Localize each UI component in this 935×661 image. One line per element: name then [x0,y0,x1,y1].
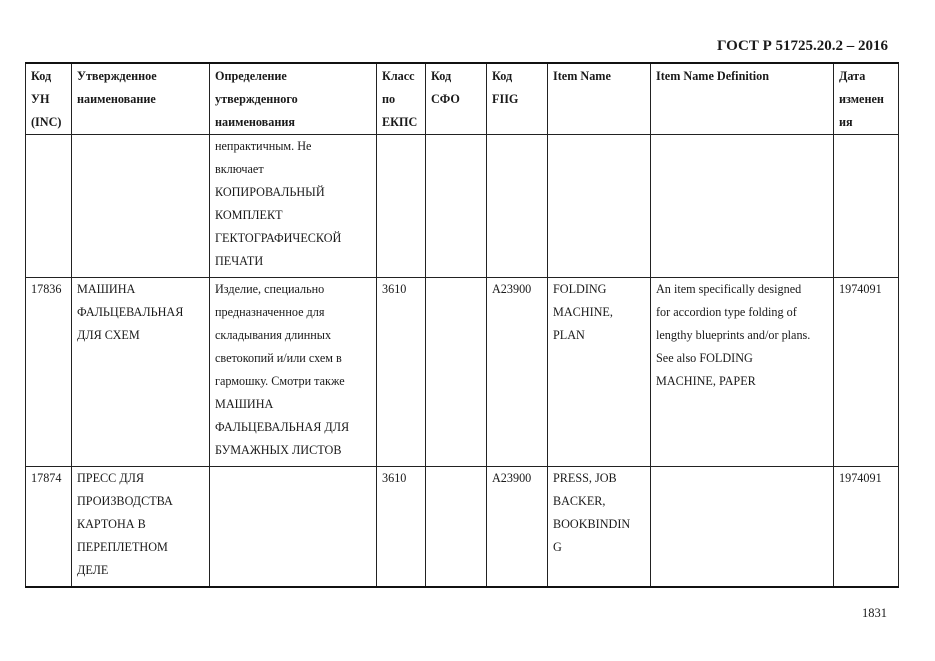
column-header-line: Класс [382,69,415,83]
cell-text-line: 3610 [382,471,407,485]
cell-text-line: MACHINE, PAPER [656,374,756,388]
inc-cell [26,135,72,278]
table-row [26,467,899,588]
cell-text-line: ФАЛЬЦЕВАЛЬНАЯ ДЛЯ [215,420,350,434]
item-name-cell [548,467,651,588]
cell-text-line: непрактичным. Не [215,139,312,153]
cell-text-line: lengthy blueprints and/or plans. [656,328,811,342]
cell-text-line: BOOKBINDIN [553,517,631,531]
column-header-line: ия [839,115,853,129]
column-header [487,63,548,135]
column-header-line: FIIG [492,92,519,106]
ekps-class-cell [377,278,426,467]
ekps-class-cell [377,135,426,278]
sfo-code-cell [426,467,487,588]
inc-cell [26,467,72,588]
column-header-line: утвержденного [215,92,298,106]
fiig-code-cell [487,467,548,588]
column-header [26,63,72,135]
cell-text-line: An item specifically designed [656,282,802,296]
approved-name-cell [72,467,210,588]
inc-cell [26,278,72,467]
column-header-line: Дата [839,69,866,83]
cell-text-line: ФАЛЬЦЕВАЛЬНАЯ [77,305,184,319]
column-header [834,63,899,135]
cell-text-line: MACHINE, [553,305,613,319]
sfo-code-cell [426,135,487,278]
cell-text-line: FOLDING [553,282,607,296]
cell-text-line: КОМПЛЕКТ [215,208,283,222]
definition-cell [210,135,377,278]
cell-text-line: КАРТОНА В [77,517,146,531]
column-header [377,63,426,135]
column-header [548,63,651,135]
column-header-line: Код [492,69,513,83]
column-header-line: изменен [839,92,884,106]
cell-text-line: 17836 [31,282,62,296]
approved-name-cell [72,135,210,278]
definition-cell [210,467,377,588]
cell-text-line: светокопий и/или схем в [215,351,342,365]
column-header-line: (INC) [31,115,62,129]
ekps-class-cell [377,467,426,588]
cell-text-line: A23900 [492,282,532,296]
table-row [26,278,899,467]
column-header-line: наименования [215,115,295,129]
change-date-cell [834,278,899,467]
column-header [651,63,834,135]
item-name-definition-cell [651,135,834,278]
table-row [26,135,899,278]
change-date-cell [834,467,899,588]
column-header-line: Определение [215,69,287,83]
cell-text-line: PRESS, JOB [553,471,617,485]
item-name-cell [548,135,651,278]
column-header-line: Item Name Definition [656,69,770,83]
cell-text-line: МАШИНА [77,282,136,296]
column-header [72,63,210,135]
item-name-definition-cell [651,278,834,467]
column-header [210,63,377,135]
column-header-line: наименование [77,92,156,106]
cell-text-line: Изделие, специально [215,282,325,296]
cell-text-line: ГЕКТОГРАФИЧЕСКОЙ [215,231,342,245]
cell-text-line: See also FOLDING [656,351,753,365]
cell-text-line: предназначенное для [215,305,325,319]
cell-text-line: ПРЕСС ДЛЯ [77,471,145,485]
cell-text-line: ПЕЧАТИ [215,254,264,268]
cell-text-line: 17874 [31,471,62,485]
cell-text-line: G [553,540,562,554]
table-header-row [26,63,899,135]
document-title: ГОСТ Р 51725.20.2 – 2016 [716,38,888,54]
column-header-line: УН [31,92,50,106]
cell-text-line: 1974091 [839,282,882,296]
approved-name-cell [72,278,210,467]
cell-text-line: включает [215,162,264,176]
page-number: 1831 [862,606,887,620]
column-header-line: по [382,92,396,106]
column-header-line: Item Name [553,69,611,83]
cell-text-line: КОПИРОВАЛЬНЫЙ [215,185,325,199]
item-name-definition-cell [651,467,834,588]
cell-text-line: ПРОИЗВОДСТВА [77,494,173,508]
change-date-cell [834,135,899,278]
cell-text-line: BACKER, [553,494,606,508]
column-header-line: СФО [431,92,460,106]
cell-text-line: гармошку. Смотри также [215,374,345,388]
column-header-line: Код [431,69,452,83]
cell-text-line: 1974091 [839,471,882,485]
item-name-cell [548,278,651,467]
column-header-line: ЕКПС [382,115,418,129]
column-header-line: Код [31,69,52,83]
fiig-code-cell [487,278,548,467]
cell-text-line: БУМАЖНЫХ ЛИСТОВ [215,443,342,457]
column-header [426,63,487,135]
cell-text-line: ПЕРЕПЛЕТНОМ [77,540,168,554]
fiig-code-cell [487,135,548,278]
cell-text-line: складывания длинных [215,328,332,342]
sfo-code-cell [426,278,487,467]
cell-text-line: МАШИНА [215,397,274,411]
cell-text-line: A23900 [492,471,532,485]
cell-text-line: ДЕЛЕ [77,563,109,577]
column-header-line: Утвержденное [77,69,157,83]
definition-cell [210,278,377,467]
cell-text-line: PLAN [553,328,585,342]
cell-text-line: 3610 [382,282,407,296]
cell-text-line: ДЛЯ СХЕМ [77,328,140,342]
cell-text-line: for accordion type folding of [656,305,797,319]
gost-table [25,62,899,588]
